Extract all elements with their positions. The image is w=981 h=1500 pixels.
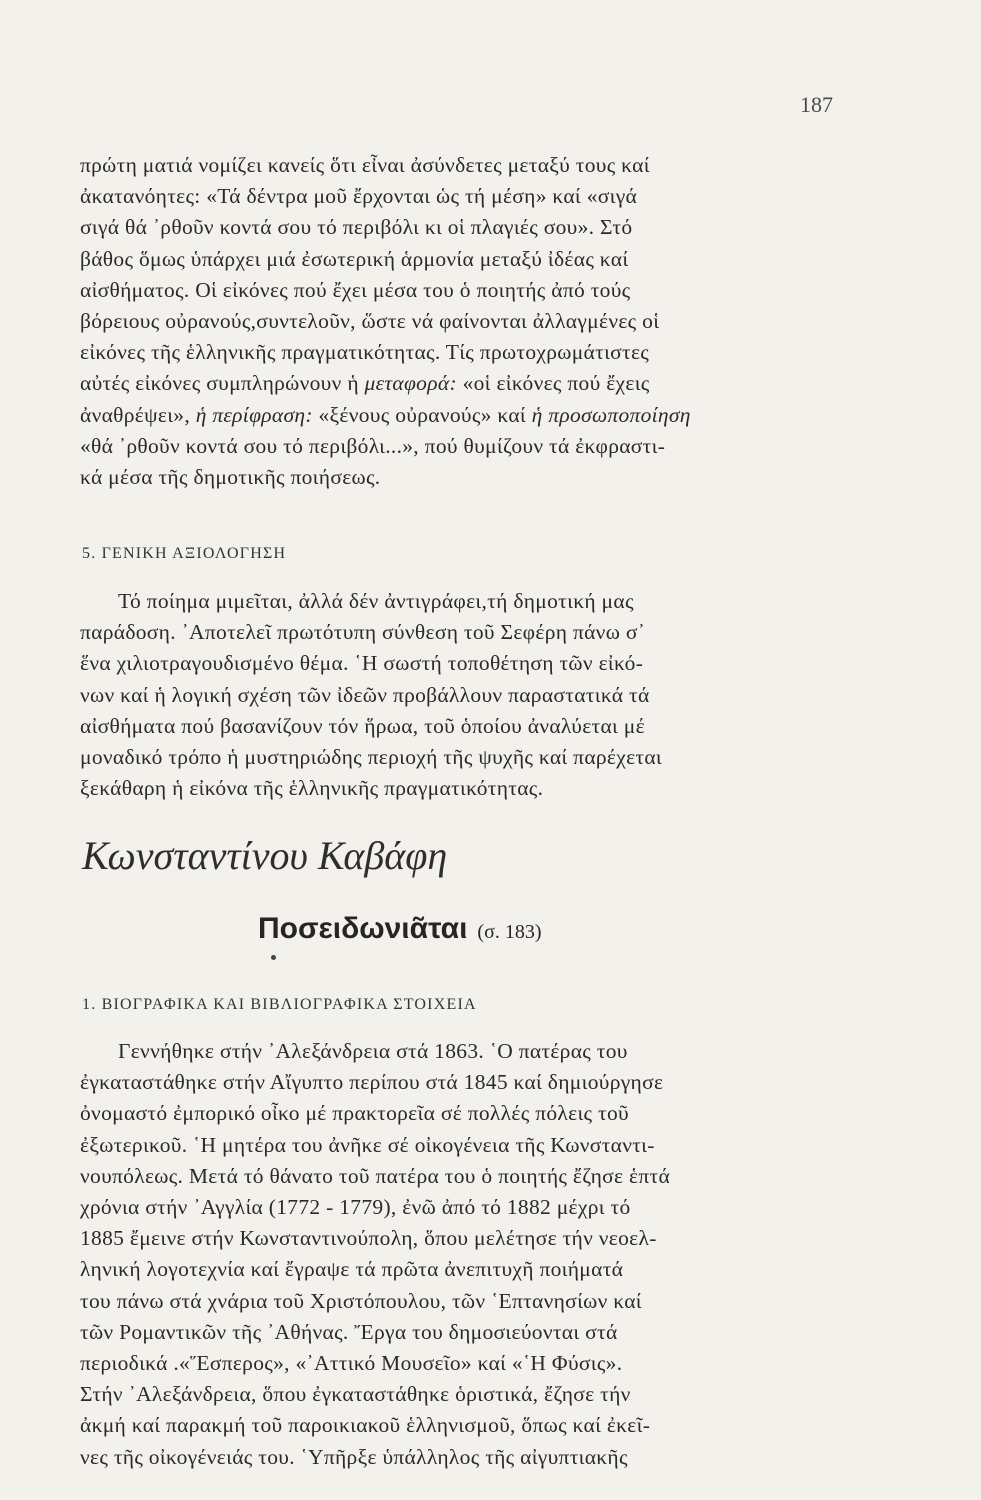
- text-run: αὐτές εἰκόνες συμπληρώνουν ἡ: [80, 371, 365, 396]
- text-run: «οἱ εἰκόνες πού ἔχεις: [456, 371, 650, 396]
- text-line: σιγά θά ᾿ρθοῦν κοντά σου τό περιβόλι κι οἱ πλαγιές σου». Στό: [80, 215, 633, 240]
- text-line: βόρειους οὐρανούς,συντελοῦν, ὥστε νά φαίνονται ἀλλαγμένες οἱ: [80, 309, 660, 334]
- poem-page-ref: (σ. 183): [477, 921, 542, 943]
- poem-title: [258, 912, 542, 946]
- text-line: ξεκάθαρη ἡ εἰκόνα τῆς ἑλληνικῆς πραγματικότητας.: [80, 776, 544, 801]
- text-run: ἀναθρέψει»,: [80, 402, 196, 427]
- text-line: [80, 368, 890, 399]
- section-5-heading: 5. ΓΕΝΙΚΗ ΑΞΙΟΛΟΓΗΣΗ: [82, 545, 287, 562]
- text-line: ὀνομαστό ἐμπορικό οἶκο μέ πρακτορεῖα σέ πολλές πόλεις τοῦ: [80, 1101, 629, 1126]
- text-line: του πάνω στά χνάρια τοῦ Χριστόπουλου, τῶν ῾Επτανησίων καί: [80, 1288, 642, 1313]
- text-line: ἀκατανόητες: «Τά δέντρα μοῦ ἔρχονται ὡς τή μέση» καί «σιγά: [80, 184, 638, 209]
- bullet-mark: [271, 955, 276, 960]
- text-line: περιοδικά .«Ἕσπερος», «᾿Αττικό Μουσεῖο» καί «῾Η Φύσις».: [80, 1351, 623, 1376]
- poem-title-text: Ποσειδωνιᾶται: [258, 912, 468, 945]
- text-line: Στήν ᾿Αλεξάνδρεια, ὅπου ἐγκαταστάθηκε ὁριστικά, ἔζησε τήν: [80, 1382, 631, 1407]
- text-line: νες τῆς οἰκογένειάς του. ῾Υπῆρξε ὑπάλληλος τῆς αἰγυπτιακῆς: [80, 1444, 628, 1469]
- text-line: νων καί ἡ λογική σχέση τῶν ἰδεῶν προβάλλουν παραστατικά τά: [80, 682, 650, 707]
- text-line: νουπόλεως. Μετά τό θάνατο τοῦ πατέρα του ὁ ποιητής ἔζησε ἑπτά: [80, 1163, 671, 1188]
- text-line: βάθος ὅμως ὑπάρχει μιά ἐσωτερική ἁρμονία μεταξύ ἰδέας καί: [80, 246, 629, 271]
- page-number: 187: [800, 92, 833, 117]
- term-periphrasis: ἡ περίφραση:: [195, 402, 313, 427]
- text-line: 1885 ἔμεινε στήν Κωνσταντινούπολη, ὅπου μελέτησε τήν νεοελ-: [80, 1226, 657, 1251]
- text-line: [80, 400, 890, 431]
- text-line: μοναδικό τρόπο ἡ μυστηριώδης περιοχή τῆς ψυχῆς καί παρέχεται: [80, 745, 663, 770]
- term-personification: ἡ προσωποποίηση: [531, 402, 691, 427]
- text-line: ἐγκαταστάθηκε στήν Αἴγυπτο περίπου στά 1845 καί δημιούργησε: [80, 1070, 664, 1095]
- text-line: ληνική λογοτεχνία καί ἔγραψε τά πρῶτα ἀνεπιτυχῆ ποιήματά: [80, 1257, 624, 1282]
- text-line: παράδοση. ᾿Αποτελεῖ πρωτότυπη σύνθεση τοῦ Σεφέρη πάνω σ᾿: [80, 620, 646, 645]
- text-line: «θά ᾿ρθοῦν κοντά σου τό περιβόλι...», πού θυμίζουν τά ἐκφραστι-: [80, 433, 666, 458]
- text-line: πρώτη ματιά νομίζει κανείς ὅτι εἶναι ἀσύνδετες μεταξύ τους καί: [80, 153, 650, 177]
- text-line: Γεννήθηκε στήν ᾿Αλεξάνδρεια στά 1863. ῾Ο πατέρας του: [118, 1039, 628, 1063]
- text-line: χρόνια στήν ᾿Αγγλία (1772 - 1779), ἐνῶ ἀπό τό 1882 μέχρι τό: [80, 1195, 631, 1220]
- text-line: εἰκόνες τῆς ἑλληνικῆς πραγματικότητας. Τίς πρωτοχρωμάτιστες: [80, 340, 650, 365]
- section-5-paragraph: [80, 586, 890, 804]
- text-line: τῶν Ρομαντικῶν τῆς ᾿Αθήνας. Ἔργα του δημοσιεύονται στά: [80, 1319, 618, 1344]
- text-line: αἰσθήματος. Οἱ εἰκόνες πού ἔχει μέσα του ὁ ποιητής ἀπό τούς: [80, 277, 631, 302]
- text-line: ἕνα χιλιοτραγουδισμένο θέμα. ῾Η σωστή τοποθέτηση τῶν εἰκό-: [80, 651, 644, 676]
- author-heading: Κωνσταντίνου Καβάφη: [82, 833, 448, 878]
- text-line: αἰσθήματα πού βασανίζουν τόν ἥρωα, τοῦ ὁποίου ἀναλύεται μέ: [80, 713, 645, 738]
- term-metaphor: μεταφορά:: [364, 371, 457, 396]
- text-line: Τό ποίημα μιμεῖται, ἀλλά δέν ἀντιγράφει,τή δημοτική μας: [118, 589, 634, 613]
- intro-paragraph: [80, 150, 890, 493]
- section-1-heading: 1. ΒΙΟΓΡΑΦΙΚΑ ΚΑΙ ΒΙΒΛΙΟΓΡΑΦΙΚΑ ΣΤΟΙΧΕΙΑ: [82, 996, 477, 1013]
- text-line: ἐξωτερικοῦ. ῾Η μητέρα του ἀνῆκε σέ οἰκογένεια τῆς Κωνσταντι-: [80, 1132, 655, 1157]
- text-run: «ξένους οὐρανούς» καί: [312, 402, 532, 427]
- section-1-paragraph: [80, 1036, 890, 1473]
- text-line: ἀκμή καί παρακμή τοῦ παροικιακοῦ ἑλληνισμοῦ, ὅπως καί ἐκεῖ-: [80, 1413, 651, 1438]
- text-line: κά μέσα τῆς δημοτικῆς ποιήσεως.: [80, 465, 381, 490]
